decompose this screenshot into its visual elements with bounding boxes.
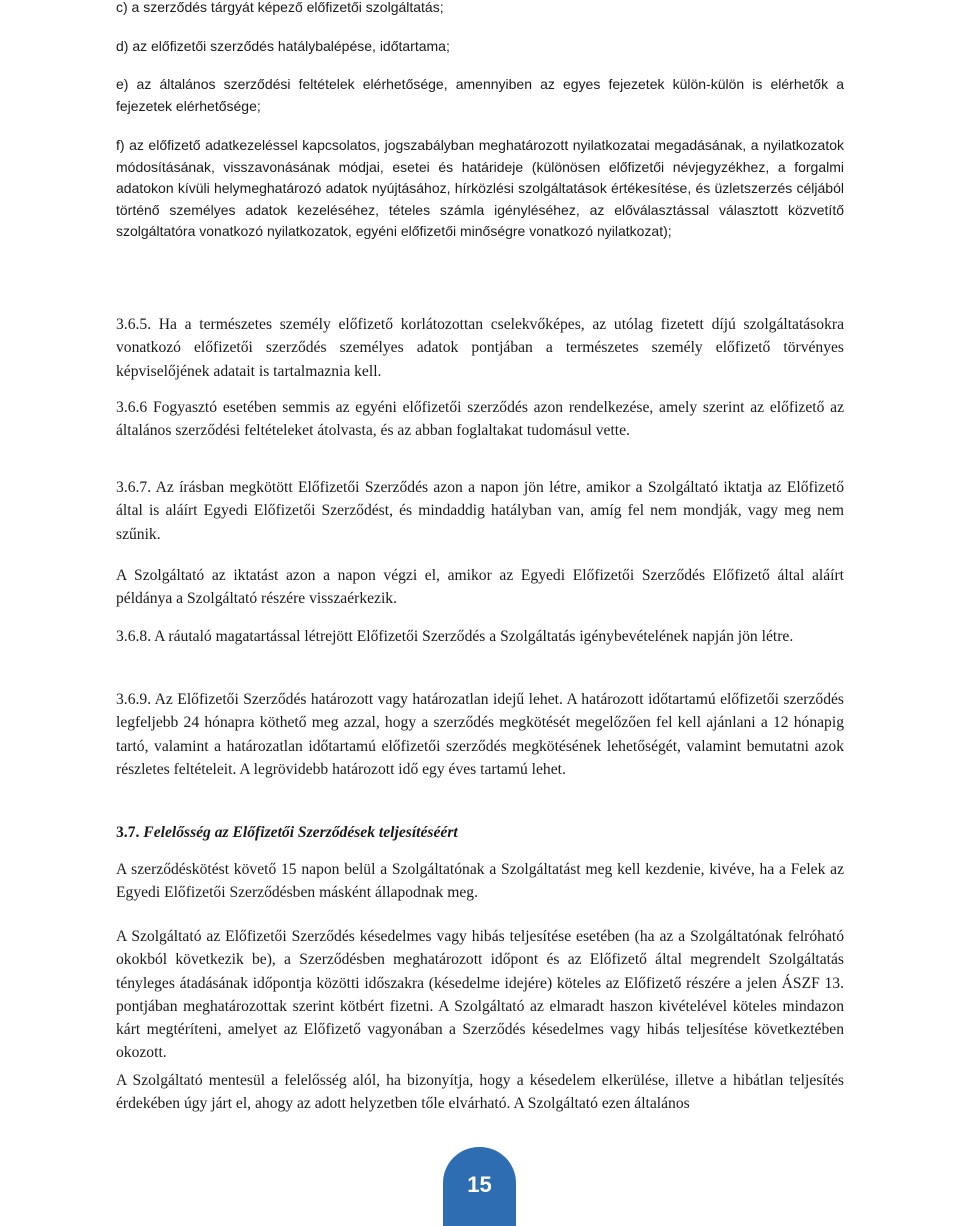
- section-number: 3.7.: [116, 824, 140, 841]
- section-heading-3-7: [116, 821, 844, 844]
- paragraph-3-6-8: 3.6.8. A ráutaló magatartással létrejött Előfizetői Szerződés a Szolgáltatás igénybevételének napján jön létre.: [116, 628, 794, 645]
- item-f: f) az előfizető adatkezeléssel kapcsolatos, jogszabályban meghatározott nyilatkozatai megadásának, a nyilatkozatok módosításának, visszavonásának módjai, esetei és határideje (különösen előfizetői névjegyzékhez, a forgalmi adatokon kívüli helymeghatározó adatok nyújtásához, hírközlési szolgáltatások értékesítése, és üzletszerzés céljából történő személyes adatok kezeléséhez, tételes számla igényléséhez, az előválasztással választott közvetítő szolgáltatóra vonatkozó nyilatkozatok, egyéni előfizetői minőségre vonatkozó nyilatkozat);: [116, 137, 844, 240]
- paragraph-iktatas: A Szolgáltató az iktatást azon a napon végzi el, amikor az Egyedi Előfizetői Szerződés Előfizető által aláírt példánya a Szolgáltató részére visszaérkezik.: [116, 567, 844, 608]
- paragraph-3-6-5: 3.6.5. Ha a természetes személy előfizető korlátozottan cselekvőképes, az utólag fizetett díjú szolgáltatásokra vonatkozó előfizetői szerződés személyes adatok pontjában a természetes személy előfizető törvényes képviselőjének adatait is tartalmaznia kell.: [116, 316, 844, 380]
- paragraph-kesedelem: A Szolgáltató az Előfizetői Szerződés késedelmes vagy hibás teljesítése esetében (ha az a Szolgáltatónak felróható okokból következik be), a Szerződésben meghatározott időpont és az Előfizető által megrendelt Szolgáltatás tényleges átadásának időpontja közötti időszakra (késedelme idejére) köteles az Előfizető részére a jelen ÁSZF 13. pontjában meghatározottak szerint kötbért fizetni. A Szolgáltató az elmaradt haszon kivételével köteles mindazon kárt megtéríteni, amelyet az Előfizető vagyonában a Szerződés késedelmes vagy hibás teljesítése következtében okozott.: [116, 928, 844, 1062]
- paragraph-mentesul: A Szolgáltató mentesül a felelősség alól, ha bizonyítja, hogy a késedelem elkerülése, illetve a hibátlan teljesítés érdekében úgy járt el, ahogy az adott helyzetben tőle elvárható. A Szolgáltató ezen általános: [116, 1072, 844, 1113]
- paragraph-3-6-6: 3.6.6 Fogyasztó esetében semmis az egyéni előfizetői szerződés azon rendelkezése, amely szerint az előfizető az általános szerződési feltételeket átolvasta, és az abban foglaltakat tudomásul vette.: [116, 399, 844, 440]
- item-d: d) az előfizetői szerződés hatálybalépése, időtartama;: [116, 38, 450, 54]
- section-title: Felelősség az Előfizetői Szerződések teljesítéséért: [143, 824, 458, 841]
- page-number: 15: [467, 1171, 492, 1197]
- item-e: e) az általános szerződési feltételek elérhetősége, amennyiben az egyes fejezetek külön-külön is elérhetők a fejezetek elérhetősége;: [116, 76, 844, 114]
- paragraph-3-6-9: 3.6.9. Az Előfizetői Szerződés határozott vagy határozatlan idejű lehet. A határozott időtartamú előfizetői szerződés legfeljebb 24 hónapra köthető meg azzal, hogy a szerződés megkötését megelőzően fel kell ajánlani a 12 hónapig tartó, valamint a határozatlan időtartamú előfizetői szerződés megkötésének lehetőségét, valamint bemutatni azok részletes feltételeit. A legrövidebb határozott idő egy éves tartamú lehet.: [116, 691, 844, 778]
- item-c: c) a szerződés tárgyát képező előfizetői szolgáltatás;: [116, 0, 444, 15]
- page-number-badge: [443, 1147, 516, 1226]
- paragraph-3-6-7: 3.6.7. Az írásban megkötött Előfizetői Szerződés azon a napon jön létre, amikor a Szolgáltató iktatja az Előfizető által is aláírt Egyedi Előfizetői Szerződést, és mindaddig hatályban van, amíg fel nem mondják, vagy meg nem szűnik.: [116, 479, 844, 543]
- paragraph-kezdes: A szerződéskötést követő 15 napon belül a Szolgáltatónak a Szolgáltatást meg kell kezdenie, kivéve, ha a Felek az Egyedi Előfizetői Szerződésben másként állapodnak meg.: [116, 861, 844, 902]
